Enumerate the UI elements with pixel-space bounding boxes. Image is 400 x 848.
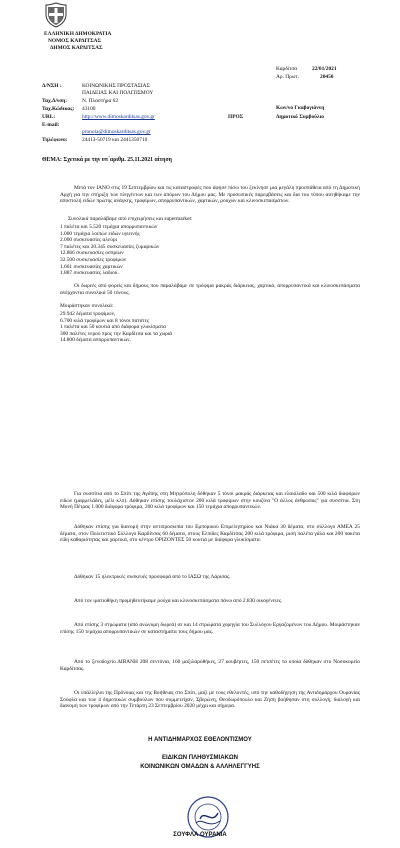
postcode-label: Ταχ.Κώδικας: [42, 106, 75, 112]
url-link[interactable]: http://www.dimoskarditsas.gov.gr [82, 114, 155, 120]
shelter-paragraph [60, 491, 360, 511]
list-item: 7 παλέτες και 20.345 συσκευασίες ζυμαρικών [60, 243, 160, 250]
email-link[interactable]: pronoia@dimoskarditsas.gov.gr [82, 129, 151, 135]
market-paragraph [60, 524, 360, 544]
email-label: E-mail: [42, 122, 60, 128]
market-text: Δόθηκαν επίσης για διανομή στην αντιπροσωπία του Εμπορικού Επιμελητηρίου και Νιάκα 30 δέματα, στο σύλλογο ΑΜΕΑ 25 δέματα, στον Πολιτιστικό Σύλλογο Καρδίτσας 60 δέματα, στους Ελπίδες Καρδίτσας 200 κιλά τρόφιμα, μισή παλέτα γάλα και 200 πακέτα είδη καθαριότητας και χαρτικά, στο κέντρο ΟΡΙΖΟΝΤΕΣ 50 κουτιά με διάφορα γλυκίσματα. [60, 524, 360, 544]
staff-text: Οι υπάλληλοι της Πρόνοιας και της Βοήθειας στο Σπίτι, μαζί με τους εθελοντές, υπό την καθοδήγηση της Αντιδημάρχου Ουρανίας Σούφλα και των 4 δημοτικών συμβούλων που συμμετείχαν, Σβερώνη, Θεοδωρόπουλο και Ζήση βοήθησαν στη συλλογή, διαλογή και διανομή των τροφίμων από την Τετάρτη 23 Σεπτεμβρίου 2020 μέχρι και σήμερα. [60, 690, 360, 710]
department-line-2: ΠΑΙΔΕΙΑΣ ΚΑΙ ΠΟΛΙΤΙΣΜΟΥ [82, 90, 154, 96]
intro-paragraph [60, 185, 360, 205]
subject-line: ΘΕΜΑ: Σχετικά με την υπ΄αριθμ. 25.11.2021 αίτηση [42, 157, 172, 163]
list-item: 32.500 συσκευασίες τροφίμων [60, 256, 127, 263]
department-label: Δ/ΝΣΗ : [42, 83, 62, 89]
list-item: 14.800 δέματα απορρυπαντικών. [60, 337, 131, 344]
signature-title-2: ΕΙΔΙΚΩΝ ΠΛΗΘΥΣΜΙΑΚΩΝ [161, 755, 239, 761]
donors-paragraph [60, 283, 360, 296]
shelter-text: Για συσσίτια από το Σπίτι της Αγάπης στη Μητρόπολη δόθηκαν 5 τόνοι μακράς διάρκειας και ελαιόλαδο και 500 κιλά διαφόρων ειδών (μαρμελάδες, μέλι κλπ). Δόθηκαν επίσης τουλάχιστον 200 κιλά τροφίμων στην κουζίνα "Ο άλλος άνθρωπος" για συσσίτια. Στη Μονή Πέτρας 1.000 διάφορα τρόφιμα, 200 κιλά τροφίμων και 150 τεμάχια απορρυπαντικών. [60, 491, 360, 511]
org-line-state: ΕΛΛΗΝΙΚΗ ΔΗΜΟΚΡΑΤΙΑ [44, 31, 112, 37]
signature-title-3: ΚΟΙΝΩΝΙΚΩΝ ΟΜΑΔΩΝ & ΑΛΛΗΛΕΓΓΥΗΣ [140, 764, 260, 770]
distributed-intro [60, 303, 113, 310]
signatory-name: ΣΟΥΦΛΑ ΟΥΡΑΝΙΑ [173, 832, 227, 838]
list-item: 300 παλέτες νερού προς την Καρδίτσα και τα χωριά [60, 330, 173, 337]
heaters-text: Δόθηκαν 15 ηλεκτρικές συσκευές προσφορά από το ΙΑΣΩ της Λάρισας. [74, 574, 231, 580]
protocol-label: Αρ. Πρωτ. [276, 74, 299, 80]
phone-value: 24413-50719 και 2441350710 [82, 137, 148, 143]
mattresses-paragraph [60, 622, 360, 635]
list-item: 6.700 κιλά τροφίμων και 8 τόνοι πατάτες [60, 317, 149, 324]
list-item: 1.661 συσκευασίες χαρτικών [60, 263, 123, 270]
list-item: 1 παλέτα και 5.520 τεμάχια απορρυπαντικών [60, 224, 158, 230]
org-line-municipality: ΔΗΜΟΣ ΚΑΡΔΙΤΣΑΣ [50, 45, 103, 51]
list-item: 1 παλέτα και 50 κουτιά από διάφορα γλυκίσματα [60, 324, 167, 331]
recipient-name: Κων/νο Γκαβογιάννη [276, 105, 325, 111]
distributed-list [60, 311, 172, 344]
department-line-1: ΚΟΙΝΩΝΙΚΗΣ ΠΡΟΣΤΑΣΙΑΣ [82, 83, 150, 89]
address-label: Ταχ.Δ/νση: [42, 98, 68, 104]
clothes-paragraph [60, 598, 360, 605]
hotel-paragraph [60, 659, 360, 672]
list-item: 29.942 δέματα τροφίμων, [60, 311, 116, 317]
hotel-text: Από το ξενοδοχείο ΔΙΒΑΝΗ 208 σεντόνια, 160 μαξιλαροθήκες, 27 κουβέρτες, 150 πετσέτες τα οποία δόθηκαν στο Νοσοκομείο Καρδίτσας. [60, 659, 360, 672]
phone-label: Τηλέφωνο: [42, 137, 68, 143]
companies-intro [60, 216, 193, 223]
address-value: Ν. Πλαστήρα 62 [82, 98, 119, 104]
postcode-value: 43100 [82, 106, 96, 112]
companies-list [60, 224, 159, 277]
staff-paragraph [60, 690, 360, 710]
recipient-body: Δημοτικό Συμβούλιο [276, 114, 324, 120]
list-item: 1.000 τεμάχια λοιπών ειδών υγιεινής [60, 230, 140, 237]
clothes-text: Από τον ιματιοθήκη προμηθευτήκαμε ρούχα και κλινοσκεπάσματα πάνω από 2.830 οικογένειες. [74, 598, 283, 604]
list-item: 2.000 συσκευασίες αλεύρι [60, 237, 118, 244]
place-label: Καρδίτσα [276, 66, 298, 72]
heaters-paragraph [60, 574, 360, 581]
signature-title-1: Η ΑΝΤΙΔΗΜΑΡΧΟΣ ΕΘΕΛΟΝΤΙΣΜΟΥ [148, 737, 252, 743]
mattresses-text: Από επίσης 3 στρώματα (από ανώνυμη δωρεά) σε και 14 στρώματα χορηγία του Συλλόγου Εργαζομένων του Δήμου. Μοιράστηκαν επίσης 150 τεμάχια απορρυπαντικών σε καταστήματα τους δήμου μας. [60, 622, 360, 635]
companies-intro-text: Συνολικά παραλάβαμε από επιχειρήσεις και supermarket: [68, 216, 193, 222]
list-item: 1.887 συσκευασίες λαδιού. [60, 270, 119, 277]
distributed-intro-text: Μοιράστηκαν συνολικά: [60, 303, 114, 309]
intro-text: Μετά τον ΙΑΝΟ στις 19 Σεπτεμβρίου και τις καταστροφές που άφησε πίσω του ξεκίνησε μια μεγάλη προσπάθεια από τη Δημοτική Αρχή για την στήριξη των πληγέντων και των απόρων του Δήμου μας. Με προσωπικές παρεμβάσεις και δια του τύπου αιτηθήκαμε την αποστολή ειδών πρώτης ανάγκης, τροφίμων, απορρυπαντικών, χαρτικών, ρούχων και κλινοσκεπασμάτων. [60, 185, 360, 205]
document-date: 22/01/2021 [312, 66, 337, 72]
greek-coat-of-arms-icon [44, 2, 68, 28]
recipient-label: ΠΡΟΣ [228, 114, 244, 120]
org-line-prefecture: ΝΟΜΟΣ ΚΑΡΔΙΤΣΑΣ [48, 38, 102, 44]
donors-text: Οι δωρεές από φορείς και δήμους που παραλάβαμε σε τρόφιμα μακράς διάρκειας, χαρτικά, απορρυπαντικά και κλινοσκεπάσματα ανέρχονται συνολικά 50 τόνους. [60, 283, 360, 296]
url-label: URL: [42, 114, 56, 120]
list-item: 12.866 συσκευασίες οσπρίων [60, 250, 124, 257]
protocol-number: 20450 [320, 74, 334, 80]
